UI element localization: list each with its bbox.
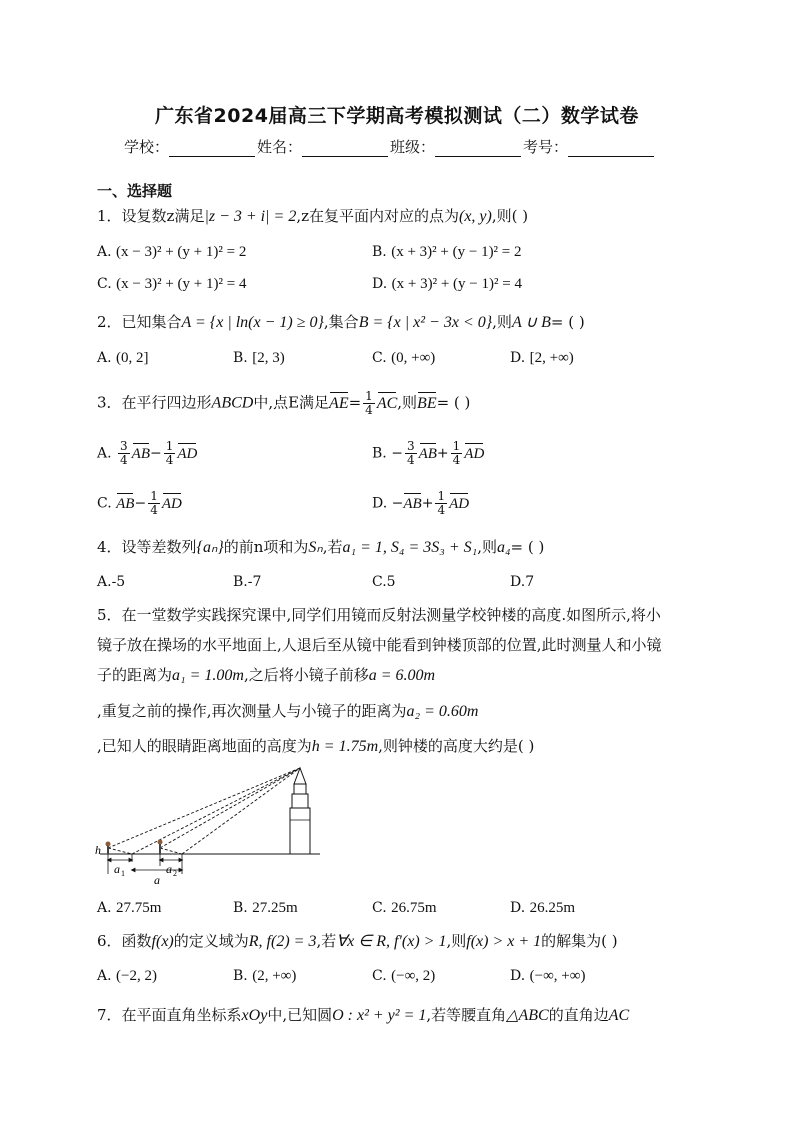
q3-a-vec2: AD <box>177 445 198 462</box>
q3-c-vec2: AD <box>161 495 182 512</box>
q6-text-a: 6．函数 <box>97 932 152 950</box>
q1-option-d[interactable] <box>372 276 522 293</box>
q1-math-2: (x, y) <box>459 208 492 225</box>
field-school-blank[interactable] <box>169 142 255 157</box>
q7-math-2: O : x² + y² = 1 <box>332 1007 427 1024</box>
q6-text-e: 的解集为( ) <box>541 932 618 950</box>
field-name-label: 姓名： <box>257 138 303 156</box>
label-a1: a <box>114 862 120 876</box>
q2-math-1: A = {x | ln(x − 1) ≥ 0} <box>181 314 324 331</box>
q3-d-frac2 <box>435 490 447 517</box>
label-a1-sub: 1 <box>121 869 125 878</box>
q1-option-c[interactable] <box>97 276 246 293</box>
q3-d-vec1: AB <box>403 495 422 512</box>
section-heading: 一、选择题 <box>97 182 173 200</box>
q3-option-c-label: C. <box>97 495 112 512</box>
q6-option-a-text: (−2, 2) <box>116 968 157 984</box>
reflection-1 <box>108 848 132 854</box>
q4-option-d-text: 7 <box>525 574 535 590</box>
q2-option-c-text: (0, +∞) <box>391 350 436 366</box>
q6-option-c-text: (−∞, 2) <box>391 968 436 984</box>
q2-option-c[interactable] <box>372 350 435 367</box>
q6-text-b: 的定义域为 <box>173 932 249 950</box>
q3-a-frac2-num: 1 <box>165 439 174 453</box>
q4-option-c[interactable] <box>372 574 396 590</box>
q1-text-a: 1．设复数z满足 <box>97 207 205 225</box>
q5-line5-a: ,已知人的眼睛距离地面的高度为 <box>97 737 312 755</box>
q1-option-d-label: D. <box>372 276 388 292</box>
q2-option-d-label: D. <box>510 350 526 366</box>
q2-option-d-text: [2, +∞) <box>529 350 574 366</box>
q6-option-a[interactable] <box>97 968 157 985</box>
q3-b-vec1: AB <box>418 445 437 462</box>
q3-c-frac2-den: 4 <box>150 503 158 517</box>
q5-line-5 <box>97 735 534 756</box>
q5-line3-a: 子的距离为 <box>97 666 173 684</box>
q3-fraction-num: 1 <box>365 389 373 403</box>
q1-math-1: |z − 3 + i| = 2 <box>204 208 297 225</box>
field-id-label: 考号： <box>523 138 569 156</box>
q6-option-b-label: B. <box>233 968 248 984</box>
field-class-label: 班级： <box>390 138 436 156</box>
question-4-stem <box>97 536 544 557</box>
q3-a-vec1: AB <box>131 445 150 462</box>
q5-option-a-text: 27.75m <box>116 900 162 916</box>
q3-text-d: = ( ) <box>436 393 471 412</box>
q2-option-d[interactable] <box>510 350 574 367</box>
q3-vector-be: BE <box>417 394 437 412</box>
q3-b-frac2-den: 4 <box>452 453 461 467</box>
q5-line5-math: h = 1.75m <box>311 738 379 755</box>
reflection-2 <box>160 848 182 854</box>
q3-b-frac1 <box>405 440 417 467</box>
q2-option-b[interactable] <box>233 350 285 367</box>
q3-c-op: − <box>134 495 147 512</box>
q3-equals: = <box>348 393 362 412</box>
q6-math-1: f(x) <box>151 933 174 950</box>
label-a2-sub: 2 <box>173 869 177 878</box>
q3-text-a: 3．在平行四边形 <box>97 393 212 412</box>
q6-math-2: R, f(2) = 3 <box>248 933 317 950</box>
q3-b-frac2-num: 1 <box>452 439 461 453</box>
q5-line-2: 镜子放在操场的水平地面上,人退后至从镜中能看到钟楼顶部的位置,此时测量人和小镜 <box>97 636 662 654</box>
q3-option-a[interactable] <box>97 440 197 467</box>
q3-c-vec1: AB <box>116 495 135 512</box>
q7-text-d: 的直角边 <box>548 1006 609 1024</box>
q7-math-3: △ABC <box>506 1007 549 1024</box>
q1-text-b: ,z在复平面内对应的点为 <box>296 207 459 225</box>
q4-option-a-label: A. <box>97 574 112 590</box>
q1-option-a[interactable] <box>97 244 246 261</box>
q2-math-3: A ∪ B <box>511 314 551 331</box>
q4-text-d: ,则 <box>477 538 497 556</box>
q2-option-c-label: C. <box>372 350 387 366</box>
q2-option-a[interactable] <box>97 350 149 367</box>
q2-option-b-text: [2, 3) <box>252 350 285 366</box>
q5-option-d-label: D. <box>510 900 526 916</box>
q3-b-sign: − <box>391 445 403 462</box>
q5-line3-b: ,之后将小镜子前移 <box>243 666 369 684</box>
q5-option-d-text: 26.25m <box>529 900 576 916</box>
question-2-stem <box>97 311 585 332</box>
q3-option-b[interactable] <box>372 440 484 467</box>
q6-math-4: f(x) > x + 1 <box>466 933 542 950</box>
q4-option-c-label: C. <box>372 574 387 590</box>
student-info-row <box>124 136 656 157</box>
q3-option-c[interactable] <box>97 490 182 517</box>
q5-option-b[interactable] <box>233 900 298 917</box>
clock-tower-icon <box>290 768 310 854</box>
q7-text-a: 7．在平面直角坐标系 <box>97 1006 242 1024</box>
q6-math-3: ∀x ∈ R, f′(x) > 1 <box>336 933 447 950</box>
q5-line-3 <box>97 664 435 685</box>
q3-b-frac2 <box>451 440 463 467</box>
q4-math-3: a₁ = 1, S₄ = 3S₃ + S₁ <box>342 539 478 556</box>
q2-text-a: 2．已知集合 <box>97 313 182 331</box>
q6-option-b[interactable] <box>233 968 296 985</box>
question-7-stem <box>97 1004 629 1025</box>
q3-vector-ac: AC <box>376 394 398 412</box>
q3-math-1: ABCD <box>211 394 254 412</box>
q4-option-b[interactable] <box>233 574 261 590</box>
q5-mirror-figure <box>92 762 324 890</box>
q4-option-a[interactable] <box>97 574 125 590</box>
q6-option-d-label: D. <box>510 968 526 984</box>
q5-option-c-text: 26.75m <box>391 900 437 916</box>
q6-option-d-text: (−∞, +∞) <box>529 968 586 984</box>
q1-option-c-label: C. <box>97 276 112 292</box>
q3-b-frac1-den: 4 <box>406 453 415 467</box>
q3-b-vec2: AD <box>464 445 485 462</box>
sight-line-2 <box>160 768 300 848</box>
q3-option-d[interactable] <box>372 490 469 517</box>
q3-vector-ae: AE <box>329 394 349 412</box>
q5-line3-math: a₁ = 1.00m <box>172 667 244 684</box>
q4-option-d-label: D. <box>510 574 526 590</box>
q4-option-b-label: B. <box>233 574 248 590</box>
field-class-blank[interactable] <box>435 142 521 157</box>
q6-option-c-label: C. <box>372 968 387 984</box>
question-1-stem <box>97 205 528 226</box>
q3-d-frac2-num: 1 <box>437 489 446 503</box>
q5-line4-math: a₂ = 0.60m <box>406 703 479 720</box>
q3-a-frac1-num: 3 <box>120 439 128 453</box>
q7-math-1: xOy <box>241 1007 268 1024</box>
q4-math-1: {aₙ} <box>196 539 224 556</box>
q3-fraction <box>363 390 375 417</box>
q1-option-b-label: B. <box>372 244 387 260</box>
q3-d-sign: − <box>391 495 404 512</box>
field-school-label: 学校： <box>124 138 170 156</box>
q1-option-a-text: (x − 3)² + (y + 1)² = 2 <box>116 244 247 260</box>
q5-line4-a: ,重复之前的操作,再次测量人与小镜子的距离为 <box>97 702 407 720</box>
q4-text-e: = ( ) <box>510 538 545 556</box>
q5-line-1: 5．在一堂数学实践探究课中,同学们用镜而反射法测量学校钟楼的高度.如图所示,将小 <box>97 606 661 624</box>
q5-option-d[interactable] <box>510 900 575 917</box>
reflection-ray-2 <box>182 768 300 854</box>
q2-option-b-label: B. <box>233 350 248 366</box>
q4-option-d[interactable] <box>510 574 534 590</box>
q3-option-d-label: D. <box>372 495 388 512</box>
q6-option-b-text: (2, +∞) <box>252 968 297 984</box>
q3-fraction-den: 4 <box>365 403 373 417</box>
q5-option-c-label: C. <box>372 900 387 916</box>
q2-option-a-text: (0, 2] <box>116 350 149 366</box>
q5-line-4 <box>97 700 478 721</box>
q4-text-c: ,若 <box>322 538 343 556</box>
q5-option-c[interactable] <box>372 900 437 917</box>
q3-b-op: + <box>436 445 449 462</box>
q6-option-c[interactable] <box>372 968 435 985</box>
q7-text-b: 中,已知圆 <box>267 1006 333 1024</box>
q2-text-d: = ( ) <box>550 313 585 331</box>
q7-text-c: ,若等腰直角 <box>426 1006 507 1024</box>
field-name-blank[interactable] <box>302 142 388 157</box>
q3-text-b: 中,点E满足 <box>253 393 330 412</box>
q3-d-op: + <box>421 495 434 512</box>
q5-line5-b: ,则钟楼的高度大约是( ) <box>378 737 535 755</box>
q1-option-b-text: (x + 3)² + (y − 1)² = 2 <box>391 244 522 260</box>
label-h: h <box>95 843 101 857</box>
q3-option-b-label: B. <box>372 445 387 462</box>
q3-c-frac2-num: 1 <box>150 489 158 503</box>
q1-option-a-label: A. <box>97 244 112 260</box>
q6-text-d: ,则 <box>446 932 467 950</box>
q5-option-a[interactable] <box>97 900 161 917</box>
q1-option-d-text: (x + 3)² + (y − 1)² = 4 <box>391 276 522 292</box>
q3-d-vec2: AD <box>449 495 470 512</box>
q3-a-frac1-den: 4 <box>120 453 128 467</box>
q2-text-b: ,集合 <box>323 313 359 331</box>
q3-c-frac2 <box>148 490 160 517</box>
q6-option-d[interactable] <box>510 968 585 985</box>
q3-a-frac2-den: 4 <box>165 453 174 467</box>
q3-a-frac1 <box>118 440 130 467</box>
q5-option-b-label: B. <box>233 900 248 916</box>
q3-option-a-label: A. <box>97 445 112 462</box>
q1-option-c-text: (x − 3)² + (y + 1)² = 4 <box>116 276 247 292</box>
q4-option-c-text: 5 <box>386 574 396 590</box>
q4-text-b: 的前n项和为 <box>223 538 309 556</box>
label-a2: a <box>166 862 172 876</box>
q4-option-a-text: -5 <box>111 574 126 590</box>
q2-option-a-label: A. <box>97 350 112 366</box>
q1-option-b[interactable] <box>372 244 522 261</box>
q3-d-frac2-den: 4 <box>437 503 446 517</box>
label-a: a <box>154 873 160 887</box>
sight-line-1 <box>108 768 300 848</box>
page-title: 广东省2024届高三下学期高考模拟测试（二）数学试卷 <box>155 105 639 127</box>
field-id-blank[interactable] <box>568 142 654 157</box>
q4-math-2: Sₙ <box>308 539 323 556</box>
question-6-stem <box>97 930 618 951</box>
q3-b-frac1-num: 3 <box>406 439 415 453</box>
q3-a-frac2 <box>164 440 176 467</box>
reflection-ray-1 <box>132 768 300 854</box>
q6-option-a-label: A. <box>97 968 112 984</box>
q5-option-a-label: A. <box>97 900 112 916</box>
q2-math-2: B = {x | x² − 3x < 0} <box>358 314 493 331</box>
q2-text-c: ,则 <box>492 313 512 331</box>
question-3-stem <box>97 390 470 417</box>
q3-a-op: − <box>149 445 162 462</box>
q5-line3-math2: a = 6.00m <box>368 667 436 684</box>
q7-math-4: AC <box>608 1007 630 1024</box>
q4-math-4: a₄ <box>496 539 511 556</box>
q6-text-c: ,若 <box>316 932 337 950</box>
q1-text-c: ,则( ) <box>491 207 529 225</box>
q4-option-b-text: -7 <box>247 574 262 590</box>
q3-text-c: ,则 <box>397 393 418 412</box>
q4-text-a: 4．设等差数列 <box>97 538 197 556</box>
q5-option-b-text: 27.25m <box>252 900 298 916</box>
